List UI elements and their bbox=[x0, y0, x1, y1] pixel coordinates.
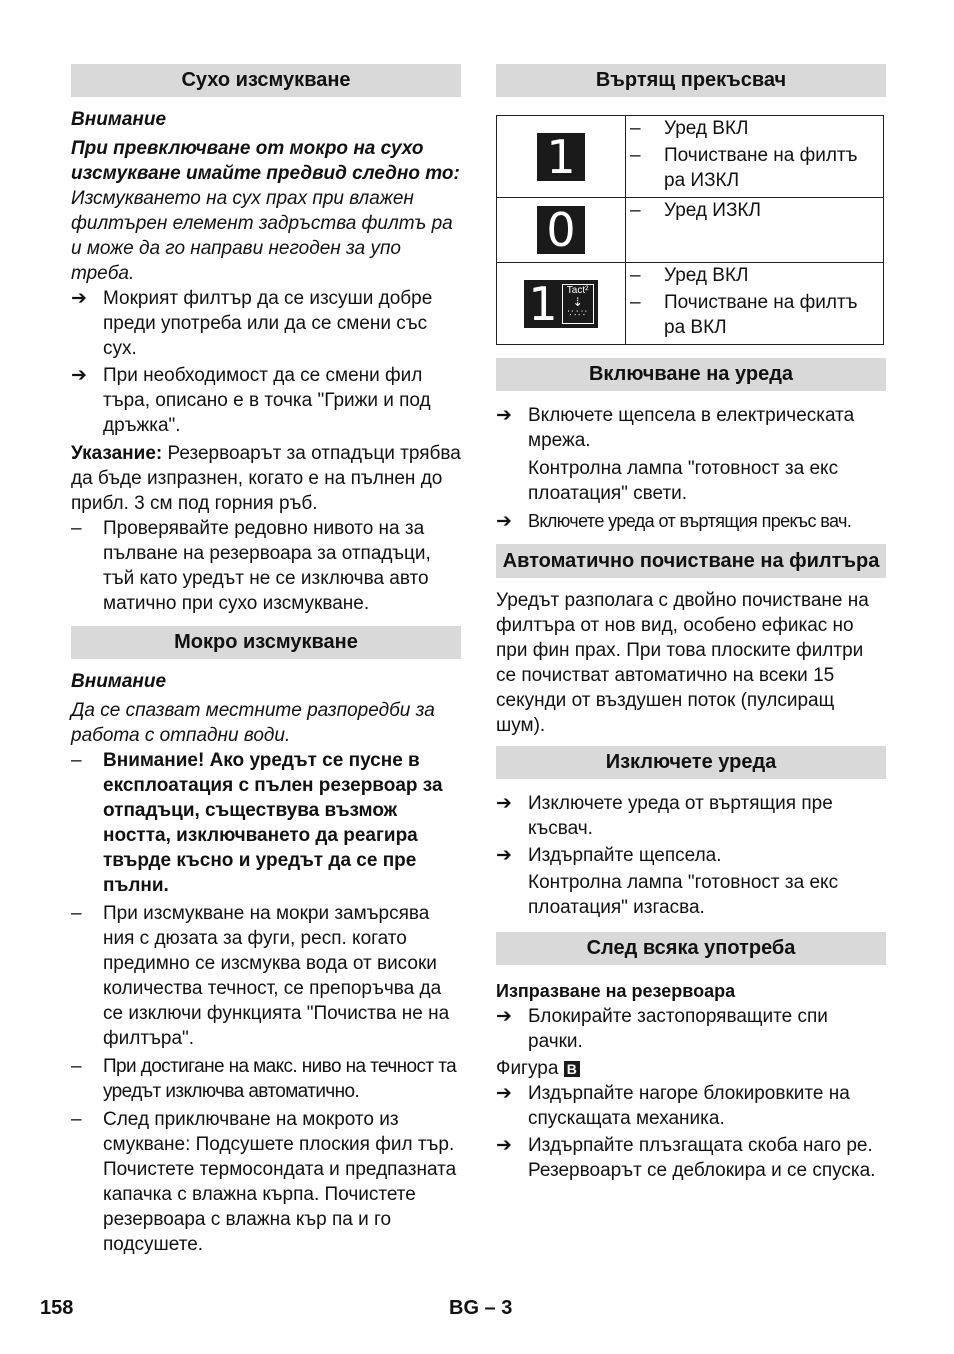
switch-position-1-icon: 1 bbox=[537, 133, 585, 181]
arrow-icon: ➔ bbox=[496, 1083, 512, 1104]
table-row: 1 – Уред ВКЛ – Почистване на филтъ ра ИЗКЛ bbox=[497, 116, 884, 198]
list-item: – При достигане на макс. ниво на течност та уредът изключва автоматично. bbox=[71, 1056, 457, 1102]
arrow-icon: ➔ bbox=[496, 511, 512, 532]
list-item: ➔ Издърпайте щепсела. bbox=[496, 845, 722, 866]
section-heading-rotary-switch: Въртящ прекъсвач bbox=[496, 64, 886, 97]
page-number: 158 bbox=[40, 1297, 74, 1319]
dash-marker: – bbox=[71, 1109, 82, 1130]
dash-marker: – bbox=[71, 518, 82, 539]
arrow-icon: ➔ bbox=[496, 845, 512, 866]
left-column bbox=[71, 64, 461, 1257]
section-heading-wet-vacuuming: Мокро изсмукване bbox=[71, 626, 461, 659]
attention-label: Внимание bbox=[71, 671, 167, 692]
figure-b-badge: B bbox=[564, 1061, 580, 1077]
right-column bbox=[496, 64, 886, 1183]
list-item: – След приключване на мокрото из смукване: Подсушете плоския фил тър. Почистете термосондата и предпазната капачка с влажна кърпа. Почистете резервоара с влажна кър па и го подсушете. bbox=[71, 1109, 457, 1255]
table-row: 1 Tact² ⇣ ∵∴∵ – Уред ВКЛ – Почистване на филтъ ра ВКЛ bbox=[497, 263, 884, 345]
table-row: 0 – Уред ИЗКЛ bbox=[497, 198, 884, 263]
dash-marker: – bbox=[71, 750, 82, 771]
list-item: – При изсмукване на мокри замърсява ния с дюзата за фуги, респ. когато предимно се изсмуква вода от високи количества течност, се препоръчва да се изключи функцията "Почиства не на филтъра". bbox=[71, 903, 450, 1049]
list-item: ➔ Включете уреда от въртящия прекъс вач. bbox=[496, 511, 852, 532]
list-item: ➔ Мокрият филтър да се изсуши добре преди употреба или да се смени със сух. bbox=[71, 288, 433, 359]
list-item: – Внимание! Ако уредът се пусне в експлоатация с пълен резервоар за отпадъци, съществува възмож ността, изключването да реагира твърде късно и уредът да се пре пълни. bbox=[71, 750, 443, 896]
indicator-note: Контролна лампа "готовност за екс плоатация" свети. bbox=[528, 458, 839, 504]
note-paragraph: Указание: Резервоарът за отпадъци трябва да бъде изпразнен, когато е на пълнен до прибл. 3 см под горния ръб. bbox=[71, 443, 461, 514]
attention-label: Внимание bbox=[71, 109, 167, 130]
list-item: ➔ Издърпайте плъзгащата скоба наго ре. Резервоарът се деблокира и се спуска. bbox=[496, 1135, 876, 1181]
arrow-icon: ➔ bbox=[71, 288, 87, 309]
list-item: ➔ Издърпайте нагоре блокировките на спускащата механика. bbox=[496, 1083, 850, 1129]
arrow-icon: ➔ bbox=[496, 1135, 512, 1156]
figure-reference: Фигура B bbox=[496, 1056, 886, 1081]
list-item: ➔ Блокирайте застопоряващите спи рачки. bbox=[496, 1006, 828, 1052]
section-heading-switch-off: Изключете уреда bbox=[496, 746, 886, 779]
subsection-heading-empty-tank: Изпразване на резервоара bbox=[496, 981, 736, 1001]
warning-text: Изсмукването на сух прах при влажен филтърен елемент задръства филтъ ра и може да го направи негоден за упо треба. bbox=[71, 188, 453, 284]
arrow-icon: ➔ bbox=[496, 793, 512, 814]
regulations-note: Да се спазват местните разпоредби за работа с отпадни води. bbox=[71, 700, 435, 746]
switch-table bbox=[496, 115, 884, 345]
list-item: – Проверявайте редовно нивото на за пълване на резервоара за отпадъци, тъй като уредът не се изключва авто матично при сухо изсмукване. bbox=[71, 518, 431, 614]
section-heading-dry-vacuuming: Сухо изсмукване bbox=[71, 64, 461, 97]
section-footer: BG – 3 bbox=[449, 1297, 513, 1319]
arrow-icon: ➔ bbox=[496, 1006, 512, 1027]
auto-cleaning-paragraph: Уредът разполага с двойно почистване на филтъра от нов вид, особено ефикас но при фин прах. При това плоските филтри се почистват автоматично на всеки 15 секунди от въздушен поток (пулсиращ шум). bbox=[496, 590, 869, 736]
arrow-icon: ➔ bbox=[71, 365, 87, 386]
list-item: ➔ Включете щепсела в електрическата мрежа. bbox=[496, 405, 855, 451]
section-heading-after-use: След всяка употреба bbox=[496, 932, 886, 965]
list-item: ➔ При необходимост да се смени фил търа, описано е в точка "Грижи и под дръжка". bbox=[71, 365, 431, 436]
section-heading-switch-on: Включване на уреда bbox=[496, 358, 886, 391]
warning-bold-text: При превключване от мокро на сухо изсмукване имайте предвид следно то: bbox=[71, 138, 460, 184]
arrow-icon: ➔ bbox=[496, 405, 512, 426]
switch-position-0-icon: 0 bbox=[537, 206, 585, 254]
dash-marker: – bbox=[71, 903, 82, 924]
switch-position-tact-icon: 1 Tact² ⇣ ∵∴∵ bbox=[524, 280, 597, 328]
indicator-note: Контролна лампа "готовност за екс плоатация" изгасва. bbox=[528, 872, 839, 918]
section-heading-auto-filter-cleaning: Автоматично почистване на филтъра bbox=[496, 544, 886, 578]
dash-marker: – bbox=[71, 1056, 82, 1077]
list-item: ➔ Изключете уреда от въртящия пре късвач. bbox=[496, 793, 833, 839]
